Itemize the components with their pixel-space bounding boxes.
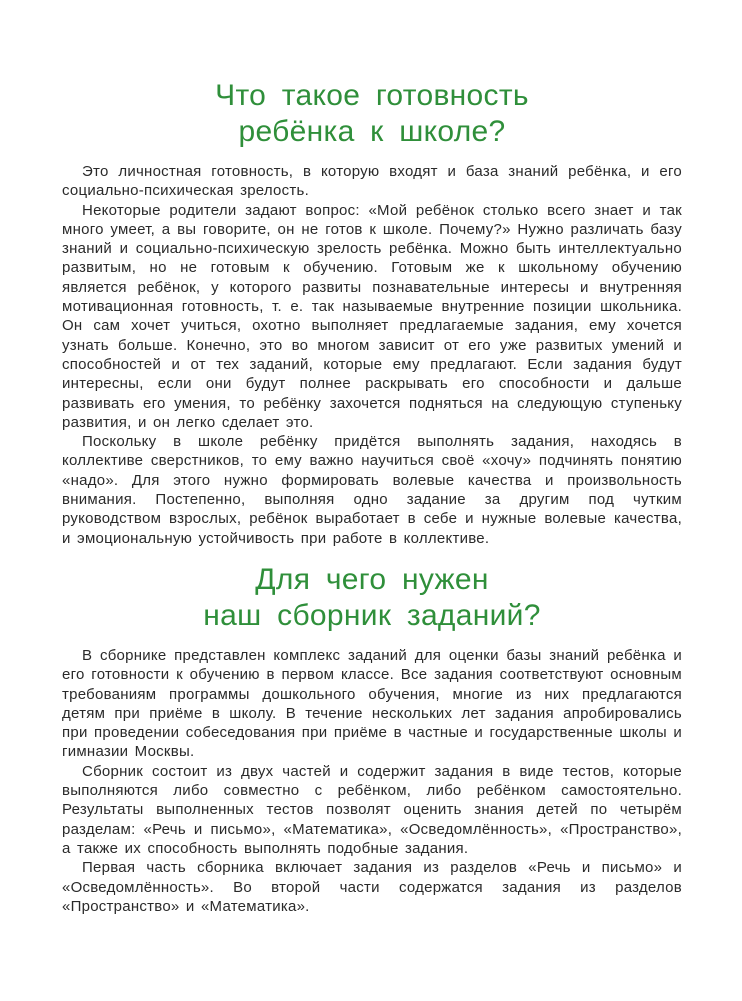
section-collection-purpose [62,562,682,916]
section-title-line-2: ребёнка к школе? [238,115,506,148]
paragraph: Это личностная готовность, в которую входят и база знаний ребёнка, и его социально-психическая зрелость. [62,163,682,200]
page-content [62,70,682,916]
paragraph: Сборник состоит из двух частей и содержит задания в виде тестов, которые выполняются либо совместно с ребёнком, либо ребёнком самостоятельно. Результаты выполненных тестов позволят оценить знания детей по четырём разделам: «Речь и письмо», «Математика», «Осведомлённость», «Пространство», а также их способность выполнять подобные задания. [62,762,682,857]
paragraph: Первая часть сборника включает задания из разделов «Речь и письмо» и «Осведомлённость». Во второй части содержатся задания из разделов «Пространство» и «Математика». [62,859,682,915]
section-title-line-1: Для чего нужен [255,562,489,596]
section-title [62,562,682,634]
section-title [62,78,682,150]
paragraph: Поскольку в школе ребёнку придётся выполнять задания, находясь в коллективе сверстников, то ему важно научиться своё «хочу» подчинять понятию «надо». Для этого нужно формировать волевые качества и произвольность внимания. Постепенно, выполняя одно задание за другим под чутким руководством взрослых, ребёнок выработает в себе и нужные волевые качества, и эмоциональную устойчивость при работе в коллективе. [62,433,682,547]
section-title-line-1: Что такое готовность [215,79,529,112]
paragraph: Некоторые родители задают вопрос: «Мой ребёнок столько всего знает и так много умеет, а вы говорите, он не готов к школе. Почему?» Нужно различать базу знаний и социально-психическую зрелость ребёнка. Можно быть интеллектуально развитым, но не готовым к обучению. Готовым же к школьному обучению является ребёнок, у которого развиты познавательные интересы и внутренняя мотивационная готовность, т. е. так называемые внутренние позиции школьника. Он сам хочет учиться, охотно выполняет предлагаемые задания, ему хочется узнать больше. Конечно, это во многом зависит от его уже развитых умений и способностей и от тех заданий, которые ему предлагают. Если задания будут интересны, если они будут полнее раскрывать его способности и дальше развивать его умения, то ребёнку захочется подняться на следующую ступеньку развития, и он легко сделает это. [62,201,682,431]
paragraph: В сборнике представлен комплекс заданий для оценки базы знаний ребёнка и его готовности к обучению в первом классе. Все задания соответствуют основным требованиям программы дошкольного обучения, многие из них предлагаются детям при приёме в школу. В течение нескольких лет задания апробировались при проведении собеседования при приёме в частные и государственные школы и гимназии Москвы. [62,646,682,761]
section-title-line-2: наш сборник заданий? [203,598,541,632]
section-readiness [62,78,682,548]
